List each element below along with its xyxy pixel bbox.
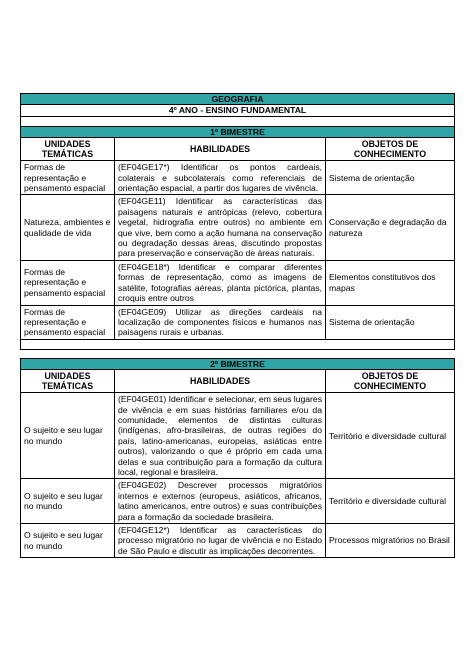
curriculum-table-2 <box>20 358 455 559</box>
header-skills: HABILIDADES <box>115 138 326 161</box>
bimester-1-label: 1º BIMESTRE <box>21 126 455 137</box>
unit-cell: Formas de representação e pensamento espacial <box>21 305 115 339</box>
object-cell: Território e diversidade cultural <box>326 393 455 479</box>
grade-title: 4º ANO - ENSINO FUNDAMENTAL <box>21 105 455 116</box>
header-row <box>21 138 455 161</box>
unit-cell: O sujeito e seu lugar no mundo <box>21 479 115 524</box>
skill-cell: (EF04GE09) Utilizar as direções cardeais na localização de componentes físicos e humanos nas paisagens rurais e urbanas. <box>115 305 326 339</box>
header-units: UNIDADES TEMÁTICAS <box>21 370 115 393</box>
unit-cell: O sujeito e seu lugar no mundo <box>21 524 115 558</box>
skill-cell: (EF04GE02) Descrever processos migratórios internos e externos (europeus, asiáticos, africanos, latino americanos, entre outros) e suas contribuições para a formação da sociedade brasileira. <box>115 479 326 524</box>
bimester-2-label: 2º BIMESTRE <box>21 358 455 369</box>
skill-cell: (EF04GE17*) Identificar os pontos cardeais, colaterais e subcolaterais como referenciais de orientação espacial, a partir dos lugares de vivência. <box>115 161 326 195</box>
blank-row <box>21 116 455 126</box>
header-objects: OBJETOS DE CONHECIMENTO <box>326 138 455 161</box>
object-cell: Território e diversidade cultural <box>326 479 455 524</box>
unit-cell: Natureza, ambientes e qualidade de vida <box>21 195 115 260</box>
skill-cell: (EF04GE12*) Identificar as características do processo migratório no lugar de vivência e no Estado de São Paulo e discutir as implicações decorrentes. <box>115 524 326 558</box>
table-row <box>21 161 455 195</box>
table-row <box>21 305 455 339</box>
subject-title: GEOGRAFIA <box>21 94 455 105</box>
object-cell: Conservação e degradação da natureza <box>326 195 455 260</box>
object-cell: Sistema de orientação <box>326 161 455 195</box>
object-cell: Elementos constitutivos dos mapas <box>326 260 455 305</box>
table-row <box>21 479 455 524</box>
unit-cell: Formas de representação e pensamento espacial <box>21 260 115 305</box>
skill-cell: (EF04GE18*) Identificar e comparar diferentes formas de representação, como as imagens de satélite, fotografias aéreas, planta pictórica, plantas, croquis entre outros <box>115 260 326 305</box>
header-units: UNIDADES TEMÁTICAS <box>21 138 115 161</box>
skill-cell: (EF04GE01) Identificar e selecionar, em seus lugares de vivência e em suas histórias familiares e/ou da comunidade, elementos de distintas culturas (indígenas, afro-brasileiras, de outras regiões do país, latino-americanas, europeias, asiáticas entre outros), valorizando o que é próprio em cada uma delas e sua contribuição para a formação da cultura local, regional e brasileira. <box>115 393 326 479</box>
header-row <box>21 370 455 393</box>
grade-row <box>21 105 455 116</box>
header-skills: HABILIDADES <box>115 370 326 393</box>
unit-cell: O sujeito e seu lugar no mundo <box>21 393 115 479</box>
blank-row <box>21 339 455 349</box>
table-row <box>21 260 455 305</box>
table-row <box>21 393 455 479</box>
unit-cell: Formas de representação e pensamento espacial <box>21 161 115 195</box>
object-cell: Processos migratórios no Brasil <box>326 524 455 558</box>
object-cell: Sistema de orientação <box>326 305 455 339</box>
skill-cell: (EF04GE11) Identificar as características das paisagens naturais e antrópicas (relevo, cobertura vegetal, hidrografia entre outros) no ambiente em que vive, bem como a ação humana na conservação ou degradação dessas áreas, discutindo propostas para preservação e conservação de áreas naturais. <box>115 195 326 260</box>
table-row <box>21 195 455 260</box>
curriculum-table <box>20 93 455 350</box>
header-objects: OBJETOS DE CONHECIMENTO <box>326 370 455 393</box>
section-gap <box>20 350 454 358</box>
bimester-1-row <box>21 126 455 137</box>
table-row <box>21 524 455 558</box>
bimester-2-row <box>21 358 455 369</box>
subject-title-row <box>21 94 455 105</box>
curriculum-document <box>20 93 454 558</box>
